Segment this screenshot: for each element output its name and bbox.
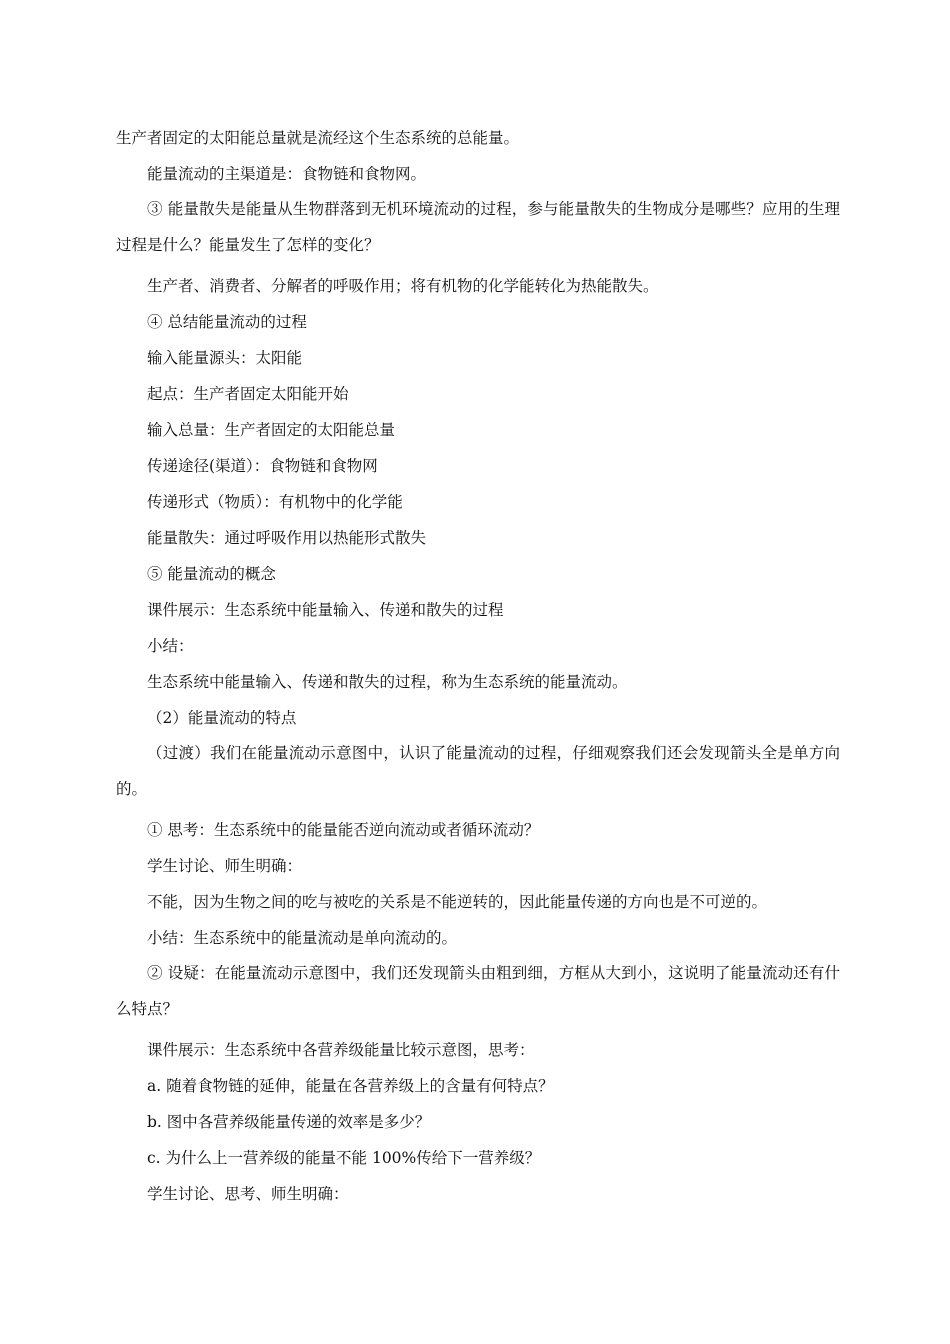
paragraph-energy-loss-question: ③ 能量散失是能量从生物群落到无机环境流动的过程，参与能量散失的生物成分是哪些？应用的生理过程是什么？能量发生了怎样的变化？	[116, 200, 840, 254]
paragraph-dissipation: 能量散失：通过呼吸作用以热能形式散失	[147, 529, 427, 547]
paragraph-one-way: 小结：生态系统中的能量流动是单向流动的。	[147, 929, 458, 947]
paragraph-think-question: ① 思考：生态系统中的能量能否逆向流动或者循环流动？	[147, 821, 540, 839]
paragraph-pathway: 传递途径(渠道）：食物链和食物网	[147, 457, 378, 475]
paragraph-question-a: a. 随着食物链的延伸，能量在各营养级上的含量有何特点？	[147, 1077, 554, 1095]
paragraph-answer-irreversible: 不能，因为生物之间的吃与被吃的关系是不能逆转的，因此能量传递的方向也是不可逆的。	[147, 893, 768, 911]
paragraph-starting-point: 起点：生产者固定太阳能开始	[147, 385, 349, 403]
paragraph-energy-source: 输入能量源头：太阳能	[147, 349, 303, 367]
paragraph-concept-heading: ⑤ 能量流动的概念	[147, 565, 276, 583]
paragraph-hypothesis: ② 设疑：在能量流动示意图中，我们还发现箭头由粗到细，方框从大到小，这说明了能量流动还有什么特点？	[116, 964, 840, 1018]
paragraph-summary-heading: ④ 总结能量流动的过程	[147, 313, 307, 331]
paragraph-total-energy: 生产者固定的太阳能总量就是流经这个生态系统的总能量。	[116, 129, 520, 147]
paragraph-question-b: b. 图中各营养级能量传递的效率是多少？	[147, 1113, 431, 1131]
paragraph-form: 传递形式（物质）：有机物中的化学能	[147, 493, 403, 511]
paragraph-discussion-1: 学生讨论、师生明确：	[147, 857, 303, 875]
paragraph-characteristics-heading: （2）能量流动的特点	[147, 709, 297, 727]
paragraph-question-c: c. 为什么上一营养级的能量不能 100%传给下一营养级？	[147, 1149, 541, 1167]
paragraph-transition: （过渡）我们在能量流动示意图中，认识了能量流动的过程，仔细观察我们还会发现箭头全是单方向的。	[116, 744, 840, 798]
paragraph-definition: 生态系统中能量输入、传递和散失的过程，称为生态系统的能量流动。	[147, 673, 628, 691]
paragraph-discussion-2: 学生讨论、思考、师生明确：	[147, 1185, 349, 1203]
paragraph-summary-label: 小结：	[147, 637, 194, 655]
paragraph-input-total: 输入总量：生产者固定的太阳能总量	[147, 421, 396, 439]
paragraph-courseware-2: 课件展示：生态系统中各营养级能量比较示意图，思考：	[147, 1041, 535, 1059]
paragraph-respiration: 生产者、消费者、分解者的呼吸作用；将有机物的化学能转化为热能散失。	[147, 277, 659, 295]
paragraph-main-channel: 能量流动的主渠道是：食物链和食物网。	[147, 165, 427, 183]
paragraph-courseware-1: 课件展示：生态系统中能量输入、传递和散失的过程	[147, 601, 504, 619]
